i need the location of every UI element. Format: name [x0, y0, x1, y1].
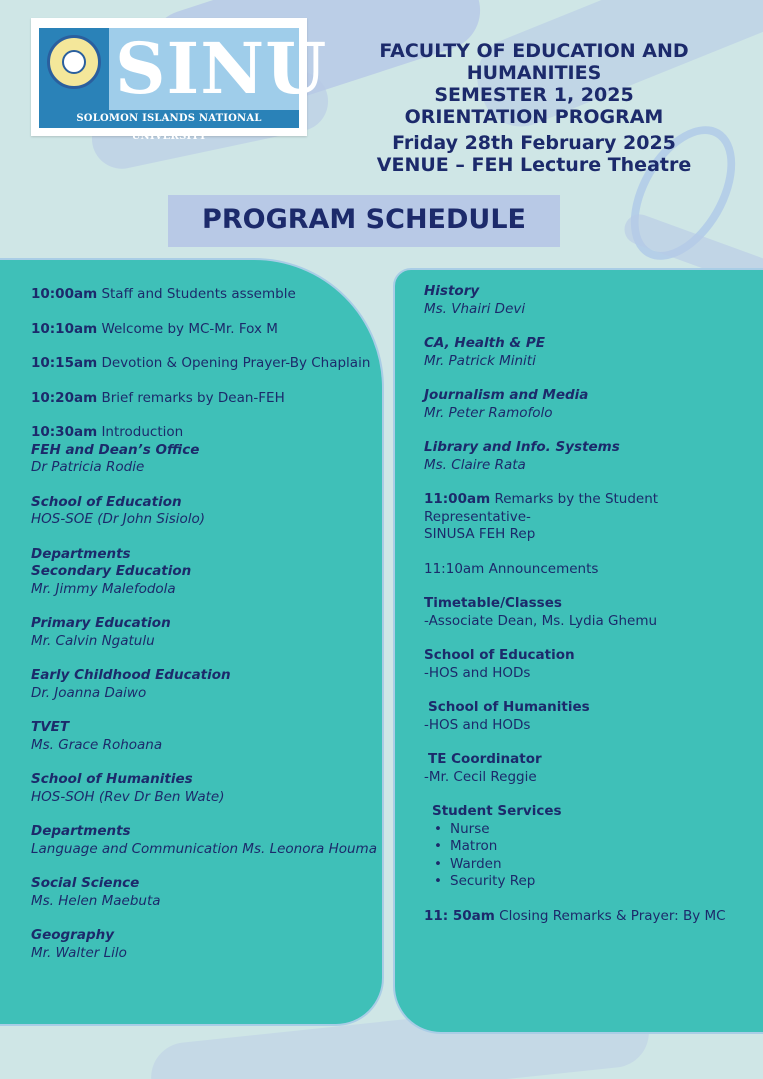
person-name: Ms. Grace Rohoana — [31, 736, 163, 753]
schedule-item — [31, 424, 381, 477]
schedule-item — [424, 908, 759, 926]
person-name: Mr. Walter Lilo — [31, 944, 127, 961]
schedule-item — [424, 803, 759, 891]
person-name: Dr. Joanna Daiwo — [31, 684, 147, 701]
person-name: HOS-SOH (Rev Dr Ben Wate) — [31, 788, 225, 805]
section-heading: FEH and Dean’s Office — [31, 441, 200, 458]
semester-line: SEMESTER 1, 2025 — [434, 84, 634, 106]
logo-university-name: SOLOMON ISLANDS NATIONAL UNIVERSITY — [39, 110, 299, 128]
time: 11: 50am — [424, 907, 495, 924]
schedule-item — [424, 699, 759, 734]
logo-wordmark: SINU — [115, 27, 328, 110]
schedule-item — [424, 283, 759, 318]
person-name: -Associate Dean, Ms. Lydia Ghemu — [424, 612, 658, 629]
item-text: Brief remarks by Dean-FEH — [97, 389, 285, 406]
department-name: Secondary Education — [31, 563, 192, 579]
schedule-item — [424, 335, 759, 370]
schedule-item — [31, 615, 381, 650]
schedule-column-left — [31, 286, 381, 979]
schedule-item — [424, 439, 759, 474]
event-date: Friday 28th February 2025 — [392, 132, 676, 154]
item-text: Introduction — [97, 424, 184, 440]
department-name: Geography — [31, 927, 115, 943]
section-heading: School of Humanities — [428, 699, 590, 715]
time: 10:15am — [31, 355, 98, 371]
department-name: CA, Health & PE — [424, 335, 545, 351]
student-services-list — [424, 821, 759, 891]
schedule-item — [31, 286, 381, 304]
section-heading: TE Coordinator — [428, 751, 542, 767]
schedule-item — [31, 546, 381, 599]
item-text: Staff and Students assemble — [97, 286, 296, 302]
person-name: Mr. Patrick Miniti — [424, 352, 536, 369]
schedule-item — [31, 321, 381, 339]
person-name: Dr Patricia Rodie — [31, 459, 145, 475]
section-heading: School of Humanities — [31, 771, 193, 787]
sinu-logo — [31, 18, 328, 142]
schedule-item — [31, 390, 381, 408]
list-item: • Security Rep — [450, 873, 759, 891]
section-heading: School of Education — [31, 493, 182, 510]
schedule-item — [424, 491, 759, 544]
program-schedule-banner: PROGRAM SCHEDULE — [168, 195, 560, 247]
schedule-item — [31, 355, 381, 373]
schedule-item — [31, 719, 381, 754]
department-name: Social Science — [31, 875, 140, 891]
item-text: 11:10am Announcements — [424, 560, 599, 577]
department-name: Journalism and Media — [424, 387, 589, 403]
event-venue: VENUE – FEH Lecture Theatre — [376, 154, 692, 176]
schedule-item — [424, 561, 759, 579]
item-text: -HOS and HODs — [424, 664, 531, 681]
section-heading: Student Services — [432, 803, 562, 819]
item-text: -HOS and HODs — [424, 716, 531, 733]
schedule-item — [424, 751, 759, 786]
time: 10:30am — [31, 424, 98, 440]
person-name: Mr. Peter Ramofolo — [424, 404, 553, 421]
time: 10:00am — [31, 286, 98, 302]
person-name: Ms. Helen Maebuta — [31, 892, 161, 909]
person-name: Ms. Vhairi Devi — [424, 300, 526, 317]
item-text-continued: SINUSA FEH Rep — [424, 526, 536, 542]
list-item: • Matron — [450, 838, 759, 856]
section-heading: Timetable/Classes — [424, 595, 562, 611]
university-seal-icon — [47, 35, 101, 89]
list-item: • Warden — [450, 856, 759, 874]
department-name: Early Childhood Education — [31, 667, 231, 683]
schedule-item — [424, 387, 759, 422]
person-name: Ms. Claire Rata — [424, 456, 526, 473]
time: 11:00am — [424, 491, 491, 507]
time: 10:10am — [31, 320, 98, 337]
schedule-column-right — [424, 283, 759, 942]
person-name: HOS-SOE (Dr John Sisiolo) — [31, 511, 206, 527]
department-name: TVET — [31, 719, 70, 735]
orientation-line: ORIENTATION PROGRAM — [404, 106, 664, 128]
section-heading: Departments — [31, 823, 131, 839]
department-name: Primary Education — [31, 615, 171, 631]
schedule-item — [424, 595, 759, 630]
person-name: Mr. Calvin Ngatulu — [31, 632, 155, 649]
person-name: -Mr. Cecil Reggie — [424, 768, 537, 785]
schedule-item — [31, 823, 381, 858]
item-text: Closing Remarks & Prayer: By MC — [494, 907, 726, 924]
schedule-item — [31, 771, 381, 806]
faculty-title: FACULTY OF EDUCATION AND HUMANITIES — [379, 40, 689, 84]
schedule-item — [31, 927, 381, 962]
item-text: Remarks by the Student Representative- — [424, 491, 659, 525]
program-header — [314, 40, 754, 176]
schedule-item — [31, 667, 381, 702]
item-text: Devotion & Opening Prayer-By Chaplain — [97, 355, 371, 371]
section-heading: Departments — [31, 545, 131, 562]
person-name: Language and Communication Ms. Leonora Houma — [31, 840, 377, 857]
item-text: Welcome by MC-Mr. Fox M — [97, 320, 278, 337]
department-name: Library and Info. Systems — [424, 439, 620, 455]
schedule-item — [31, 494, 381, 529]
person-name: Mr. Jimmy Malefodola — [31, 580, 176, 597]
list-item: • Nurse — [450, 821, 759, 839]
department-name: History — [424, 283, 480, 299]
section-heading: School of Education — [424, 647, 575, 663]
schedule-item — [31, 875, 381, 910]
time: 10:20am — [31, 389, 98, 406]
schedule-item — [424, 647, 759, 682]
